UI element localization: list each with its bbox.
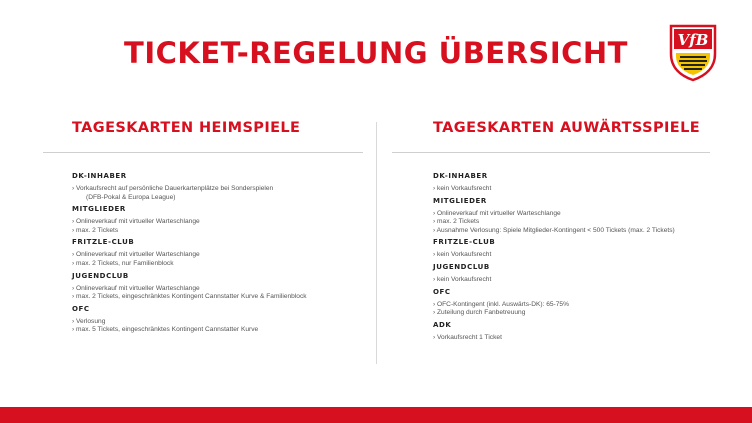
section-title: FRITZLE-CLUB: [72, 238, 135, 247]
list-item: › Onlineverkauf mit virtueller Warteschlange: [72, 251, 200, 259]
divider-right: [392, 152, 710, 153]
heimspiele-heading: TAGESKARTEN HEIMSPIELE: [72, 120, 301, 136]
list-item: › max. 2 Tickets, eingeschränktes Kontingent Cannstatter Kurve & Familienblock: [72, 293, 307, 301]
auswaertsspiele-heading: TAGESKARTEN AUWÄRTSSPIELE: [433, 120, 701, 136]
list-item: › max. 2 Tickets, nur Familienblock: [72, 259, 174, 267]
list-item: › Onlineverkauf mit virtueller Warteschlange: [72, 218, 200, 226]
section-title: JUGENDCLUB: [72, 271, 129, 280]
section-ofc: [433, 287, 743, 318]
section-mitglieder: [433, 196, 743, 236]
section-title: OFC: [433, 287, 451, 296]
section-fritzle-club: [72, 237, 382, 268]
section-title: OFC: [72, 304, 90, 313]
section-title: MITGLIEDER: [433, 196, 487, 205]
list-item: › Zuteilung durch Fanbetreuung: [433, 309, 526, 317]
list-item: › kein Vorkaufsrecht: [433, 251, 492, 259]
list-item: › max. 2 Tickets: [433, 218, 480, 226]
list-item: › Vorkaufsrecht 1 Ticket: [433, 333, 502, 341]
list-item: › kein Vorkaufsrecht: [433, 275, 492, 283]
list-item: › kein Vorkaufsrecht: [433, 185, 492, 192]
section-title: MITGLIEDER: [72, 205, 126, 214]
section-ofc: [72, 304, 382, 335]
list-item: › Onlineverkauf mit virtueller Warteschlange: [72, 284, 200, 292]
section-dk-inhaber: [72, 171, 382, 202]
footer-bar: [0, 407, 752, 423]
list-item: › max. 5 Tickets, eingeschränktes Kontingent Cannstatter Kurve: [72, 326, 259, 334]
section-title: DK-INHABER: [72, 172, 127, 180]
section-adk: [433, 320, 743, 343]
divider-left: [43, 152, 363, 153]
vfb-crest-icon: [668, 24, 718, 82]
page-title: TICKET-REGELUNG ÜBERSICHT: [124, 36, 628, 70]
heimspiele-column: [72, 171, 382, 337]
list-item: (DFB-Pokal & Europa League): [86, 193, 176, 201]
section-mitglieder: [72, 204, 382, 235]
list-item: › Vorkaufsrecht auf persönliche Dauerkartenplätze bei Sonderspielen: [72, 185, 274, 192]
logo-text: VfB: [677, 31, 709, 49]
section-title: FRITZLE-CLUB: [433, 238, 496, 247]
section-jugendclub: [72, 271, 382, 302]
section-fritzle-club: [433, 237, 743, 260]
list-item: › Onlineverkauf mit virtueller Warteschlange: [433, 209, 561, 217]
section-title: JUGENDCLUB: [433, 262, 490, 271]
list-item: › max. 2 Tickets: [72, 226, 119, 234]
list-item: › Verlosung: [72, 317, 106, 325]
section-title: DK-INHABER: [433, 172, 488, 180]
section-jugendclub: [433, 262, 743, 285]
list-item: › OFC-Kontingent (inkl. Auswärts-DK): 65-75%: [433, 300, 569, 308]
auswaertsspiele-column: [433, 171, 743, 344]
list-item: › Ausnahme Verlosung: Spiele Mitglieder-Kontingent < 500 Tickets (max. 2 Tickets): [433, 226, 675, 234]
section-title: ADK: [433, 320, 452, 329]
section-dk-inhaber: [433, 171, 743, 194]
